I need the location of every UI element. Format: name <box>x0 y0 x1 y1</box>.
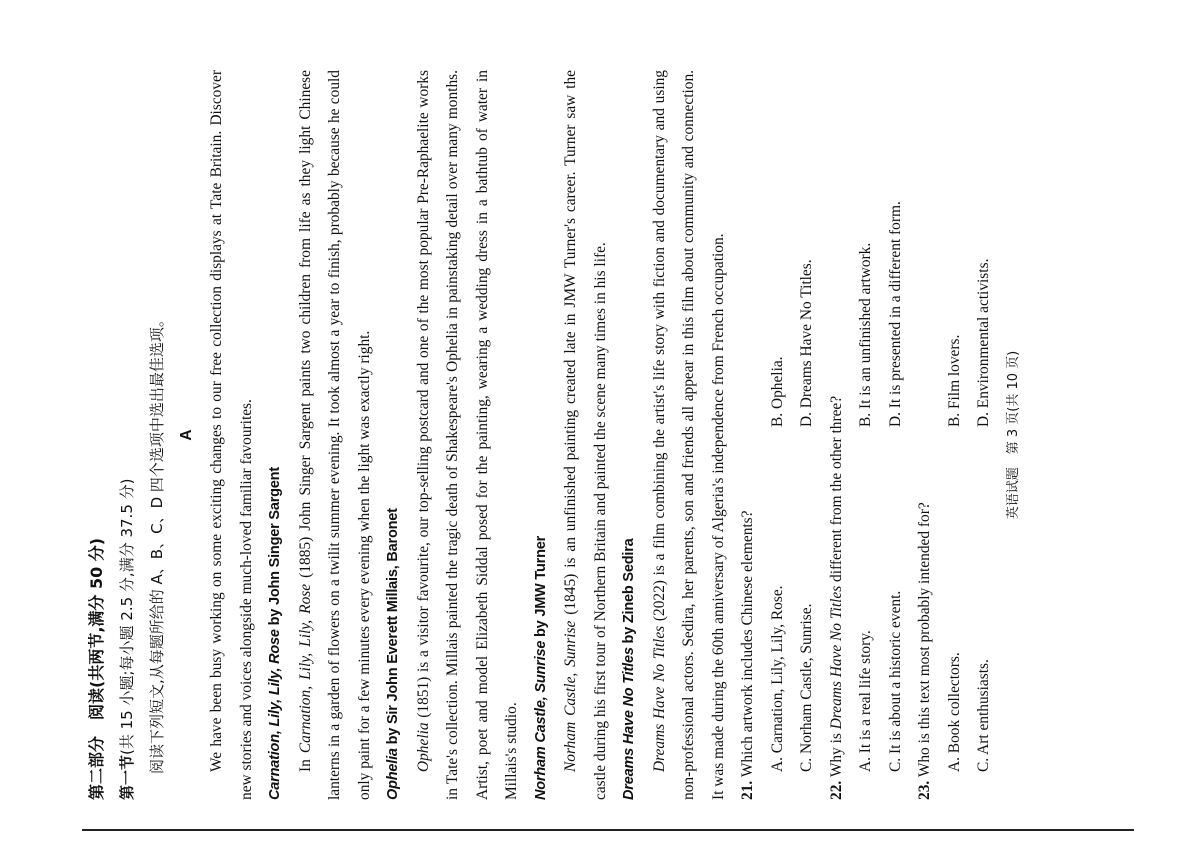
part-heading: 第二部分 阅读(共两节,满分 50 分) <box>87 537 106 800</box>
instructions: 阅读下列短文,从每题所给的 A、B、C、D 四个选项中选出最佳选项。 <box>148 312 166 774</box>
artwork-paragraph-3: Norham Castle, Sunrise (1845) is an unfinished painting created late in JMW Turner's career. Turner saw the castle during his first tour of Northern Britain and painted the scene many times in his life. <box>562 70 609 800</box>
q21-option-d: D. Dreams Have No Titles. <box>798 259 815 427</box>
artwork-paragraph-2: Ophelia (1851) is a visitor favourite, our top-selling postcard and one of the most popular Pre-Raphaelite works in Tate's collection. Millais painted the tragic death of Shakespeare's Ophelia in painstaking detail over many months. Artist, poet and model Elizabeth Siddal posed for the painting, wearing a wedding dress in a bathtub of water in Millais's studio. <box>414 70 520 800</box>
q23-option-b: B. Film lovers. <box>945 334 963 427</box>
q23-option-d: D. Environmental activists. <box>975 258 992 427</box>
q23-option-c: C. Art enthusiasts. <box>975 659 992 772</box>
q21-option-a: A. Carnation, Lily, Lily, Rose. <box>768 585 786 772</box>
q22-option-d: D. It is presented in a different form. <box>886 201 904 427</box>
q22-option-b: B. It is an unfinished artwork. <box>857 242 874 427</box>
section-heading <box>112 70 142 800</box>
passage-letter: A <box>178 429 195 441</box>
artwork-heading-3: Norham Castle, Sunrise by JMW Turner <box>532 535 549 800</box>
q22-option-a: A. It is a real life story. <box>857 630 874 772</box>
exam-page <box>82 70 1142 800</box>
artwork-paragraph-4: Dreams Have No Titles (2022) is a film combining the artist's life story with fiction and documentary and using non-professional actors. Sedira, her parents, son and friends all appear in this film about community and connection. It was made during the 60th anniversary of Algeria's independence from French occupation. <box>650 70 727 800</box>
page-footer: 英语试题 第 3 页(共 10 页) <box>1005 350 1021 520</box>
bottom-rule <box>82 829 1134 831</box>
q22-option-c: C. It is about a historic event. <box>886 590 904 772</box>
artwork-heading-2: Ophelia by Sir John Everett Millais, Baronet <box>385 508 401 800</box>
q21-option-b: B. Ophelia. <box>768 356 786 427</box>
question-22-options <box>851 70 910 800</box>
question-21: 21. Which artwork includes Chinese elements? <box>739 510 756 800</box>
question-21-options <box>763 70 822 800</box>
intro-paragraph: We have been busy working on some exciting changes to our free collection displays at Tate Britain. Discover new stories and voices alongside much-loved familiar favourites. <box>208 70 255 800</box>
q21-option-c: C. Norham Castle, Sunrise. <box>798 603 815 772</box>
section-heading-rest: (共 15 小题;每小题 2.5 分,满分 37.5 分) <box>118 478 136 755</box>
q23-option-a: A. Book collectors. <box>945 652 963 772</box>
question-23: 23. Who is this text most probably intended for? <box>916 502 933 800</box>
section-heading-bold: 第一节 <box>118 754 136 800</box>
artwork-paragraph-1: In Carnation, Lily, Lily, Rose (1885) John Singer Sargent paints two children from life as they light Chinese lanterns in a garden of flowers on a twilit summer evening. It took almost a year to finish, probably because he could only paint for a few minutes every evening when the light was exactly right. <box>296 70 373 800</box>
artwork-heading-1: Carnation, Lily, Lily, Rose by John Singer Sargent <box>267 467 283 800</box>
question-23-options <box>940 70 999 800</box>
question-22: 22. Why is Dreams Have No Titles different from the other three? <box>827 395 845 800</box>
artwork-heading-4: Dreams Have No Titles by Zineb Sedira <box>621 538 637 800</box>
